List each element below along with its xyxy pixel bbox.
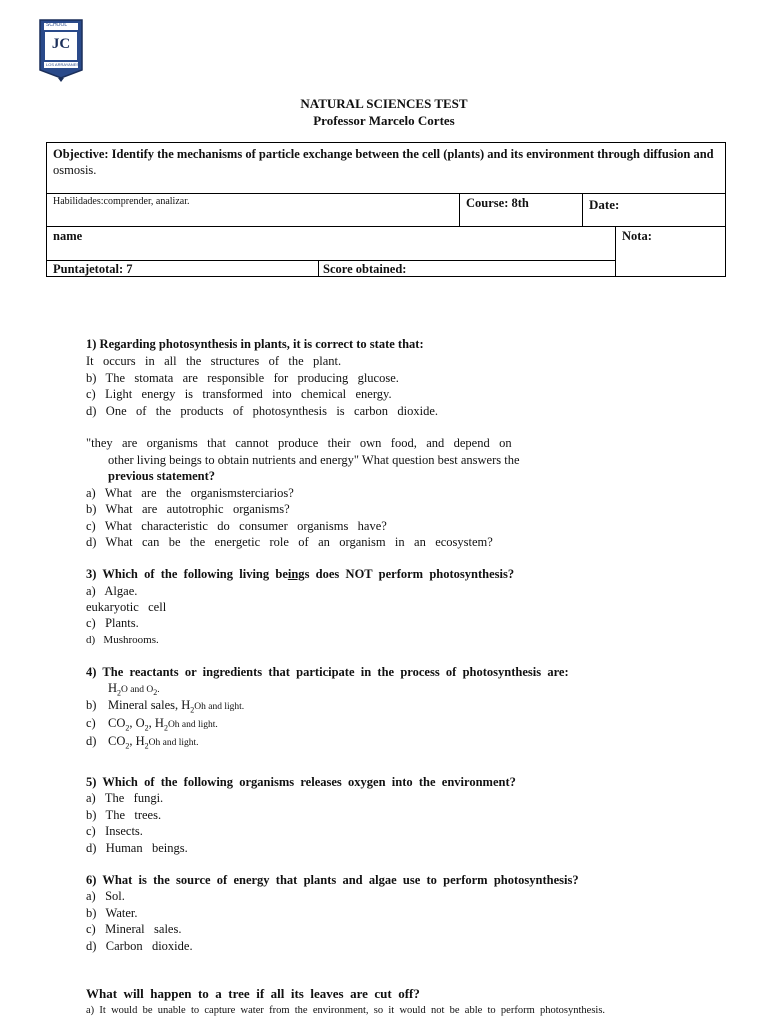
q5-option-a: a) The fungi.	[86, 791, 164, 805]
q4-option-d: d) $CO_2$, $H_2Oh$ and light.	[86, 734, 199, 751]
q1-stem: 1) Regarding photosynthesis in plants, it is correct to state that:	[86, 337, 424, 351]
q6-option-d: d) Carbon dioxide.	[86, 939, 193, 953]
q3-option-b: eukaryotic cell	[86, 600, 167, 614]
objective-box	[46, 142, 726, 194]
q2-option-b: b) What are autotrophic organisms?	[86, 502, 290, 516]
student-row	[46, 226, 726, 277]
q5-option-d: d) Human beings.	[86, 841, 188, 855]
logo-bottom-text: LOS ARRAYANES	[46, 62, 79, 67]
q6-option-c: c) Mineral sales.	[86, 922, 182, 936]
q1-option-d: d) One of the products of photosynthesis is carbon dioxide.	[86, 404, 439, 418]
test-title: NATURAL SCIENCES TEST	[300, 96, 468, 111]
objective-text: Identify the mechanisms of particle exchange between the cell (plants) and its environment through diffusion and	[111, 147, 714, 161]
habilidades-cell: Habilidades:comprender, analizar.	[53, 196, 190, 207]
q2-option-d: d) What can be the energetic role of an organism in an ecosystem?	[86, 535, 493, 549]
q4-option-b: b) Mineral sales, $H_2Oh$ and light.	[86, 698, 245, 715]
date-cell[interactable]: Date:	[582, 194, 727, 226]
objective-text-cont: osmosis.	[53, 163, 97, 177]
q2-option-c: c) What characteristic do consumer organisms have?	[86, 519, 387, 533]
school-logo	[38, 18, 84, 82]
q2-option-a: a) What are the organismsterciarios?	[86, 486, 294, 500]
q6-option-b: b) Water.	[86, 906, 138, 920]
q3-option-c: c) Plants.	[86, 616, 139, 630]
q1-option-c: c) Light energy is transformed into chemical energy.	[86, 387, 392, 401]
name-field[interactable]: name	[46, 226, 616, 261]
course-cell: Course: 8th	[459, 194, 582, 226]
q4-option-a: $H_2O$ and $O_2$.	[108, 681, 160, 698]
q3-stem	[86, 566, 514, 582]
nota-field[interactable]: Nota:	[615, 226, 726, 277]
q1-option-a: It occurs in all the structures of the plant.	[86, 354, 342, 368]
q3-option-a: a) Algae.	[86, 584, 138, 598]
q2-stem-line3: previous statement?	[108, 469, 216, 483]
info-row	[46, 193, 726, 227]
q3-stem-part1: 3) Which of the following living be	[86, 567, 288, 581]
q6-stem: 6) What is the source of energy that plants and algae use to perform photosynthesis?	[86, 873, 579, 887]
q1-option-b: b) The stomata are responsible for producing glucose.	[86, 371, 399, 385]
q4-option-c: c) $CO_2$, $O_2$, $H_2Oh$ and light.	[86, 716, 218, 733]
q3-option-d: d) Mushrooms.	[86, 634, 159, 646]
total-points: Puntajetotal: 7	[46, 260, 319, 277]
q3-stem-part2: s does NOT perform photosynthesis?	[304, 567, 515, 581]
q2-stem-line1: "they are organisms that cannot produce their own food, and depend on	[86, 436, 512, 450]
logo-top-text: SCHOOL	[46, 22, 68, 28]
q2-stem-line2: other living beings to obtain nutrients and energy" What question best answers the	[108, 453, 520, 467]
q7-stem: What will happen to a tree if all its leaves are cut off?	[86, 986, 420, 1001]
objective-label: Objective:	[53, 147, 109, 161]
logo-initials: JC	[51, 36, 71, 52]
q4-stem: 4) The reactants or ingredients that participate in the process of photosynthesis are:	[86, 665, 569, 679]
q3-stem-underlined: ing	[287, 567, 305, 581]
q5-option-b: b) The trees.	[86, 808, 162, 822]
q5-option-c: c) Insects.	[86, 824, 143, 838]
q6-option-a: a) Sol.	[86, 889, 125, 903]
q7-option-a: a) It would be unable to capture water from the environment, so it would not be able to perform photosynthesis.	[86, 1005, 606, 1016]
professor-name: Professor Marcelo Cortes	[313, 113, 455, 128]
q5-stem: 5) Which of the following organisms releases oxygen into the environment?	[86, 775, 516, 789]
score-field[interactable]: Score obtained:	[318, 260, 616, 277]
